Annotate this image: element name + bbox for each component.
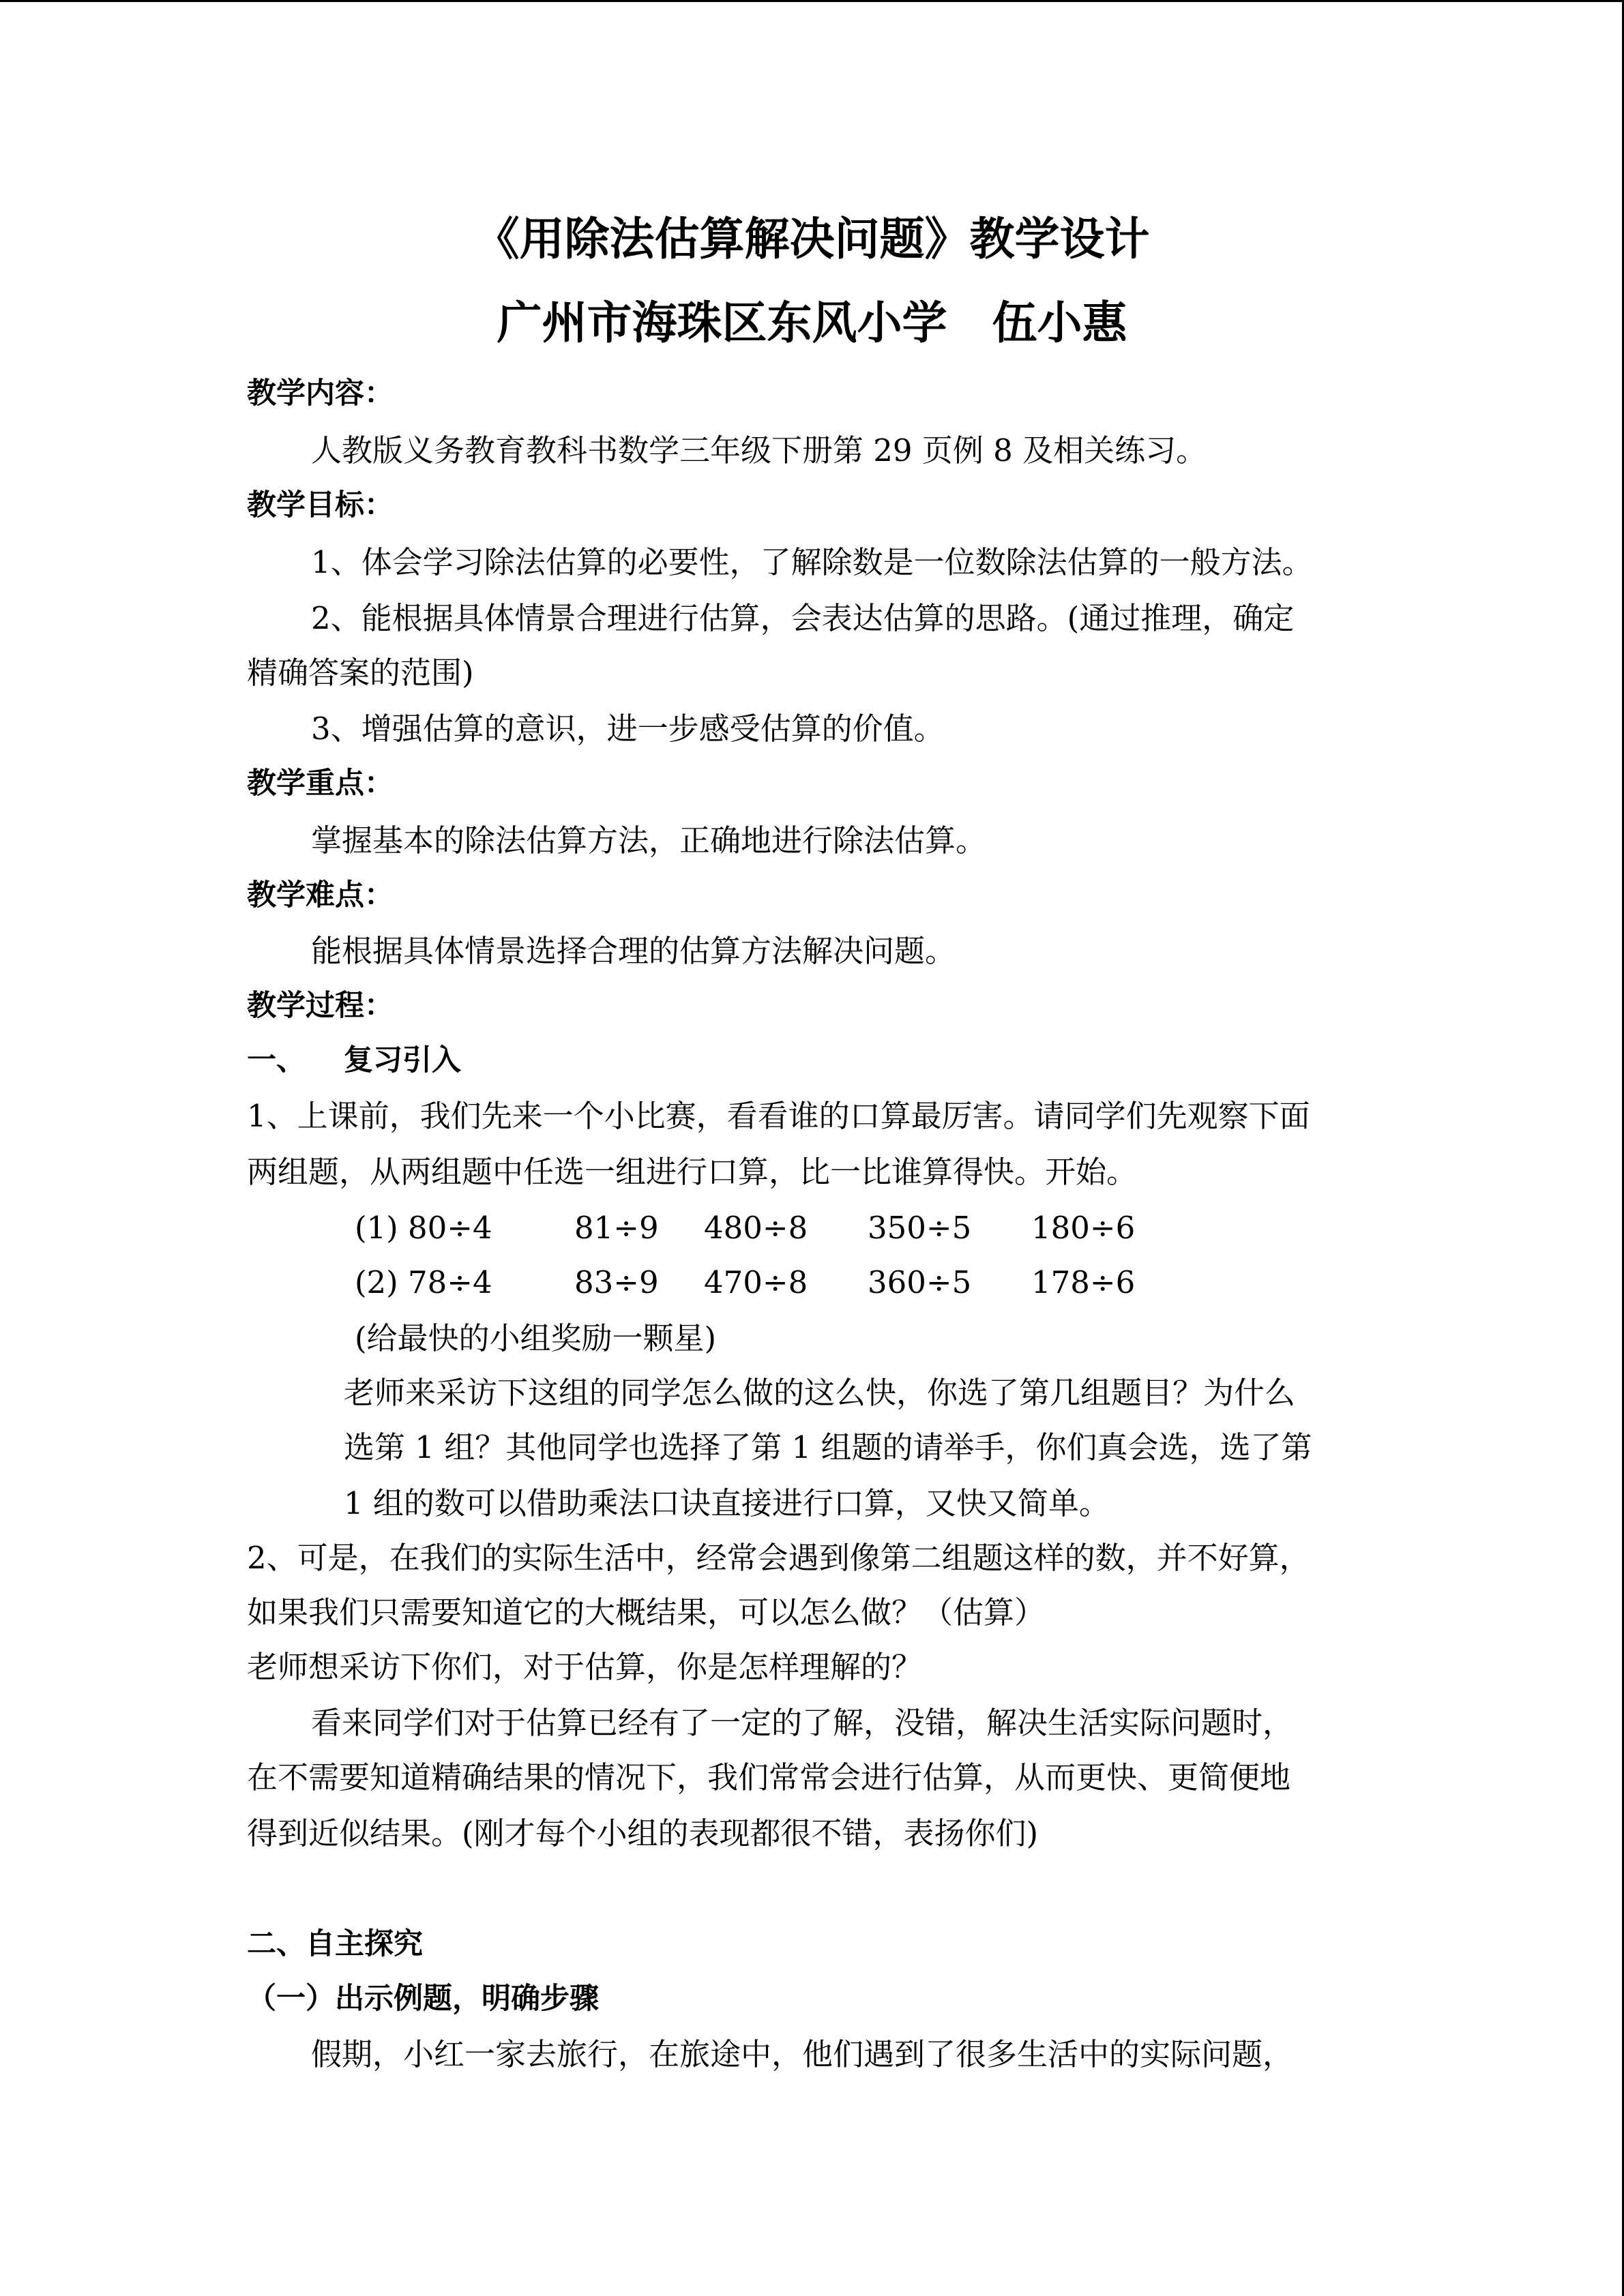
key-points-text: 掌握基本的除法估算方法，正确地进行除法估算。 xyxy=(311,822,987,859)
part1-item2-line-2: 如果我们只需要知道它的大概结果，可以怎么做？（估算） xyxy=(247,1594,1046,1630)
heading-content: 教学内容： xyxy=(247,376,394,411)
summary-line-1: 看来同学们对于估算已经有了一定的了解，没错，解决生活实际问题时， xyxy=(311,1705,1294,1741)
objective-2-line-2: 精确答案的范围) xyxy=(247,655,474,691)
reward-note: (给最快的小组奖励一颗星) xyxy=(355,1320,717,1356)
summary-line-3: 得到近似结果。(刚才每个小组的表现都很不错，表扬你们) xyxy=(247,1815,1039,1851)
part1-item2-line-3: 老师想采访下你们，对于估算，你是怎样理解的？ xyxy=(247,1649,923,1685)
document-subtitle: 广州市海珠区东风小学 伍小惠 xyxy=(497,297,1127,349)
teacher-line-2: 选第 1 组？其他同学也选择了第 1 组题的请举手，你们真会选，选了第 xyxy=(344,1429,1312,1465)
objective-1: 1、体会学习除法估算的必要性，了解除数是一位数除法估算的一般方法。 xyxy=(311,544,1313,580)
content-text: 人教版义务教育教科书数学三年级下册第 29 页例 8 及相关练习。 xyxy=(311,432,1207,468)
part1-item1-line-1: 1、上课前，我们先来一个小比赛，看看谁的口算最厉害。请同学们先观察下面 xyxy=(247,1098,1310,1134)
exercise-2-1: (2) 78÷4 xyxy=(355,1264,492,1300)
page-top-border xyxy=(0,0,1624,2)
heading-key-points: 教学重点： xyxy=(247,766,394,801)
objective-3: 3、增强估算的意识，进一步感受估算的价值。 xyxy=(311,711,945,747)
part2-sub1-line-1: 假期，小红一家去旅行，在旅途中，他们遇到了很多生活中的实际问题， xyxy=(311,2036,1294,2072)
exercise-1-4: 350÷5 xyxy=(868,1210,972,1246)
part1-item1-line-2: 两组题，从两组题中任选一组进行口算，比一比谁算得快。开始。 xyxy=(247,1154,1138,1190)
part1-number: 一、 xyxy=(247,1043,306,1077)
exercise-1-2: 81÷9 xyxy=(574,1210,659,1246)
part1-item2-line-1: 2、可是，在我们的实际生活中，经常会遇到像第二组题这样的数，并不好算， xyxy=(247,1540,1310,1576)
exercise-2-2: 83÷9 xyxy=(574,1264,659,1300)
exercise-2-5: 178÷6 xyxy=(1031,1264,1136,1300)
part1-heading: 复习引入 xyxy=(344,1043,461,1077)
exercise-2-3: 470÷8 xyxy=(704,1264,808,1300)
exercise-1-5: 180÷6 xyxy=(1031,1210,1136,1246)
teacher-line-1: 老师来采访下这组的同学怎么做的这么快，你选了第几组题目？为什么 xyxy=(344,1375,1296,1411)
heading-difficulties: 教学难点： xyxy=(247,878,394,912)
exercise-2-4: 360÷5 xyxy=(868,1264,972,1300)
heading-objectives: 教学目标： xyxy=(247,488,394,522)
summary-line-2: 在不需要知道精确结果的情况下，我们常常会进行估算，从而更快、更简便地 xyxy=(247,1759,1291,1795)
exercise-1-3: 480÷8 xyxy=(704,1210,808,1246)
exercise-1-1: (1) 80÷4 xyxy=(355,1210,492,1246)
part2-sub1-heading: （一）出示例题，明确步骤 xyxy=(247,1982,599,2016)
difficulties-text: 能根据具体情景选择合理的估算方法解决问题。 xyxy=(311,933,956,969)
document-title: 《用除法估算解决问题》教学设计 xyxy=(474,213,1150,265)
teacher-line-3: 1 组的数可以借助乘法口诀直接进行口算，又快又简单。 xyxy=(344,1485,1110,1521)
objective-2-line-1: 2、能根据具体情景合理进行估算，会表达估算的思路。(通过推理，确定 xyxy=(311,600,1295,636)
heading-process: 教学过程： xyxy=(247,989,394,1023)
part2-heading: 二、自主探究 xyxy=(247,1927,423,1961)
